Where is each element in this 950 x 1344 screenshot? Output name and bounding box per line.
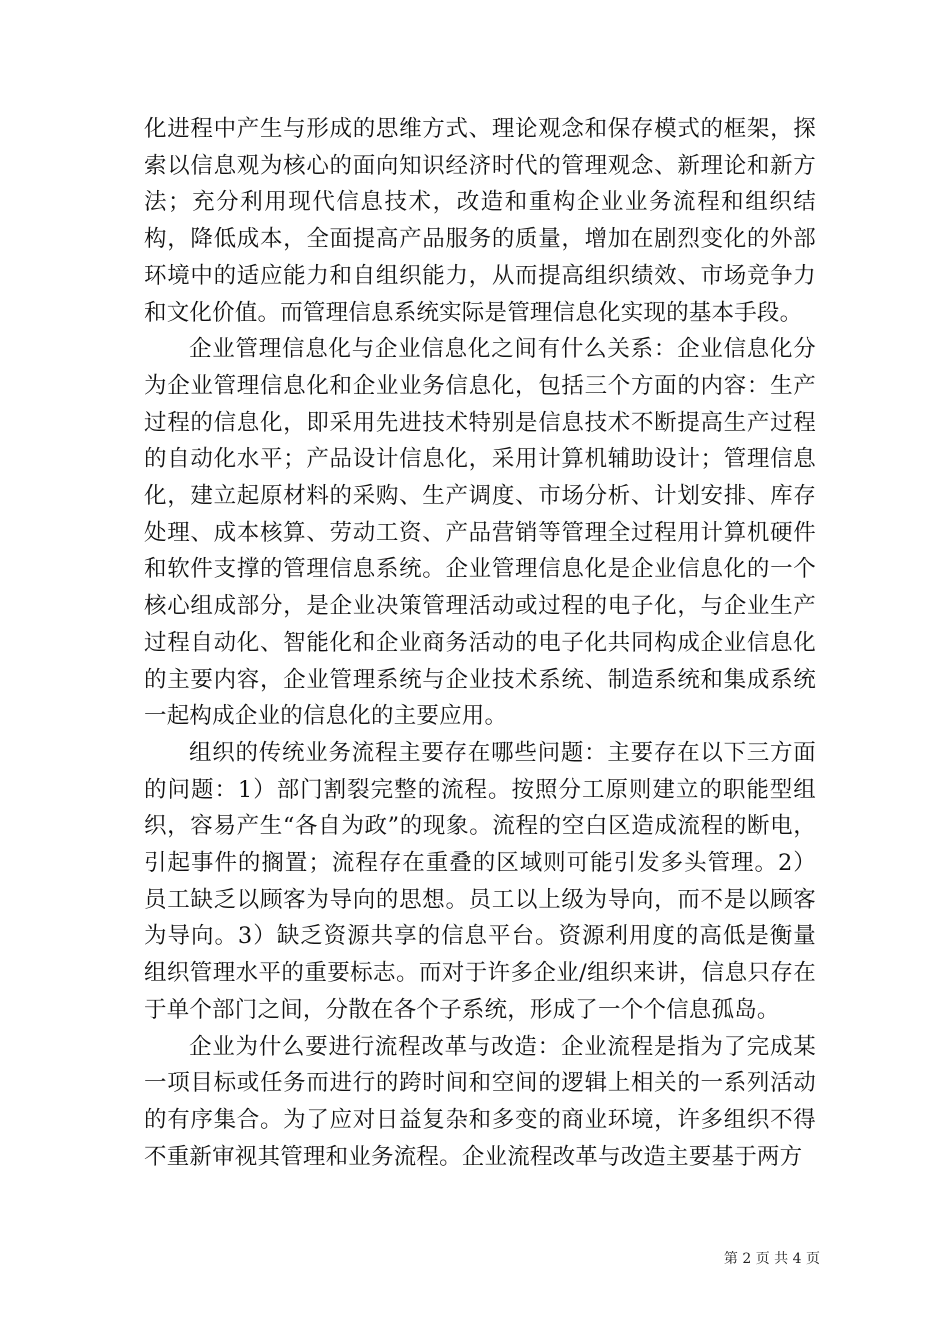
page-number-footer: 第 2 页 共 4 页 [723,1251,820,1267]
document-body [144,111,816,1175]
paragraph-3: 组织的传统业务流程主要存在哪些问题：主要存在以下三方面的问题：1）部门割裂完整的流程。按照分工原则建立的职能型组织，容易产生“各自为政”的现象。流程的空白区造成流程的断电，引起事件的搁置；流程存在重叠的区域则可能引发多头管理。2）员工缺乏以顾客为导向的思想。员工以上级为导向，而不是以顾客为导向。3）缺乏资源共享的信息平台。资源利用度的高低是衡量组织管理水平的重要标志。而对于许多企业/组织来讲，信息只存在于单个部门之间，分散在各个子系统，形成了一个个信息孤岛。 [144,739,816,1023]
paragraph-2: 企业管理信息化与企业信息化之间有什么关系：企业信息化分为企业管理信息化和企业业务信息化，包括三个方面的内容：生产过程的信息化，即采用先进技术特别是信息技术不断提高生产过程的自动化水平；产品设计信息化，采用计算机辅助设计；管理信息化，建立起原材料的采购、生产调度、市场分析、计划安排、库存处理、成本核算、劳动工资、产品营销等管理全过程用计算机硬件和软件支撑的管理信息系统。企业管理信息化是企业信息化的一个核心组成部分，是企业决策管理活动或过程的电子化，与企业生产过程自动化、智能化和企业商务活动的电子化共同构成企业信息化的主要内容，企业管理系统与企业技术系统、制造系统和集成系统一起构成企业的信息化的主要应用。 [144,336,816,730]
paragraph-4: 企业为什么要进行流程改革与改造：企业流程是指为了完成某一项目标或任务而进行的跨时间和空间的逻辑上相关的一系列活动的有序集合。为了应对日益复杂和多变的商业环境，许多组织不得不重新审视其管理和业务流程。企业流程改革与改造主要基于两方 [144,1033,816,1170]
paragraph-1: 化进程中产生与形成的思维方式、理论观念和保存模式的框架，探索以信息观为核心的面向知识经济时代的管理观念、新理论和新方法；充分利用现代信息技术，改造和重构企业业务流程和组织结构，降低成本，全面提高产品服务的质量，增加在剧烈变化的外部环境中的适应能力和自组织能力，从而提高组织绩效、市场竞争力和文化价值。而管理信息系统实际是管理信息化实现的基本手段。 [144,116,816,326]
